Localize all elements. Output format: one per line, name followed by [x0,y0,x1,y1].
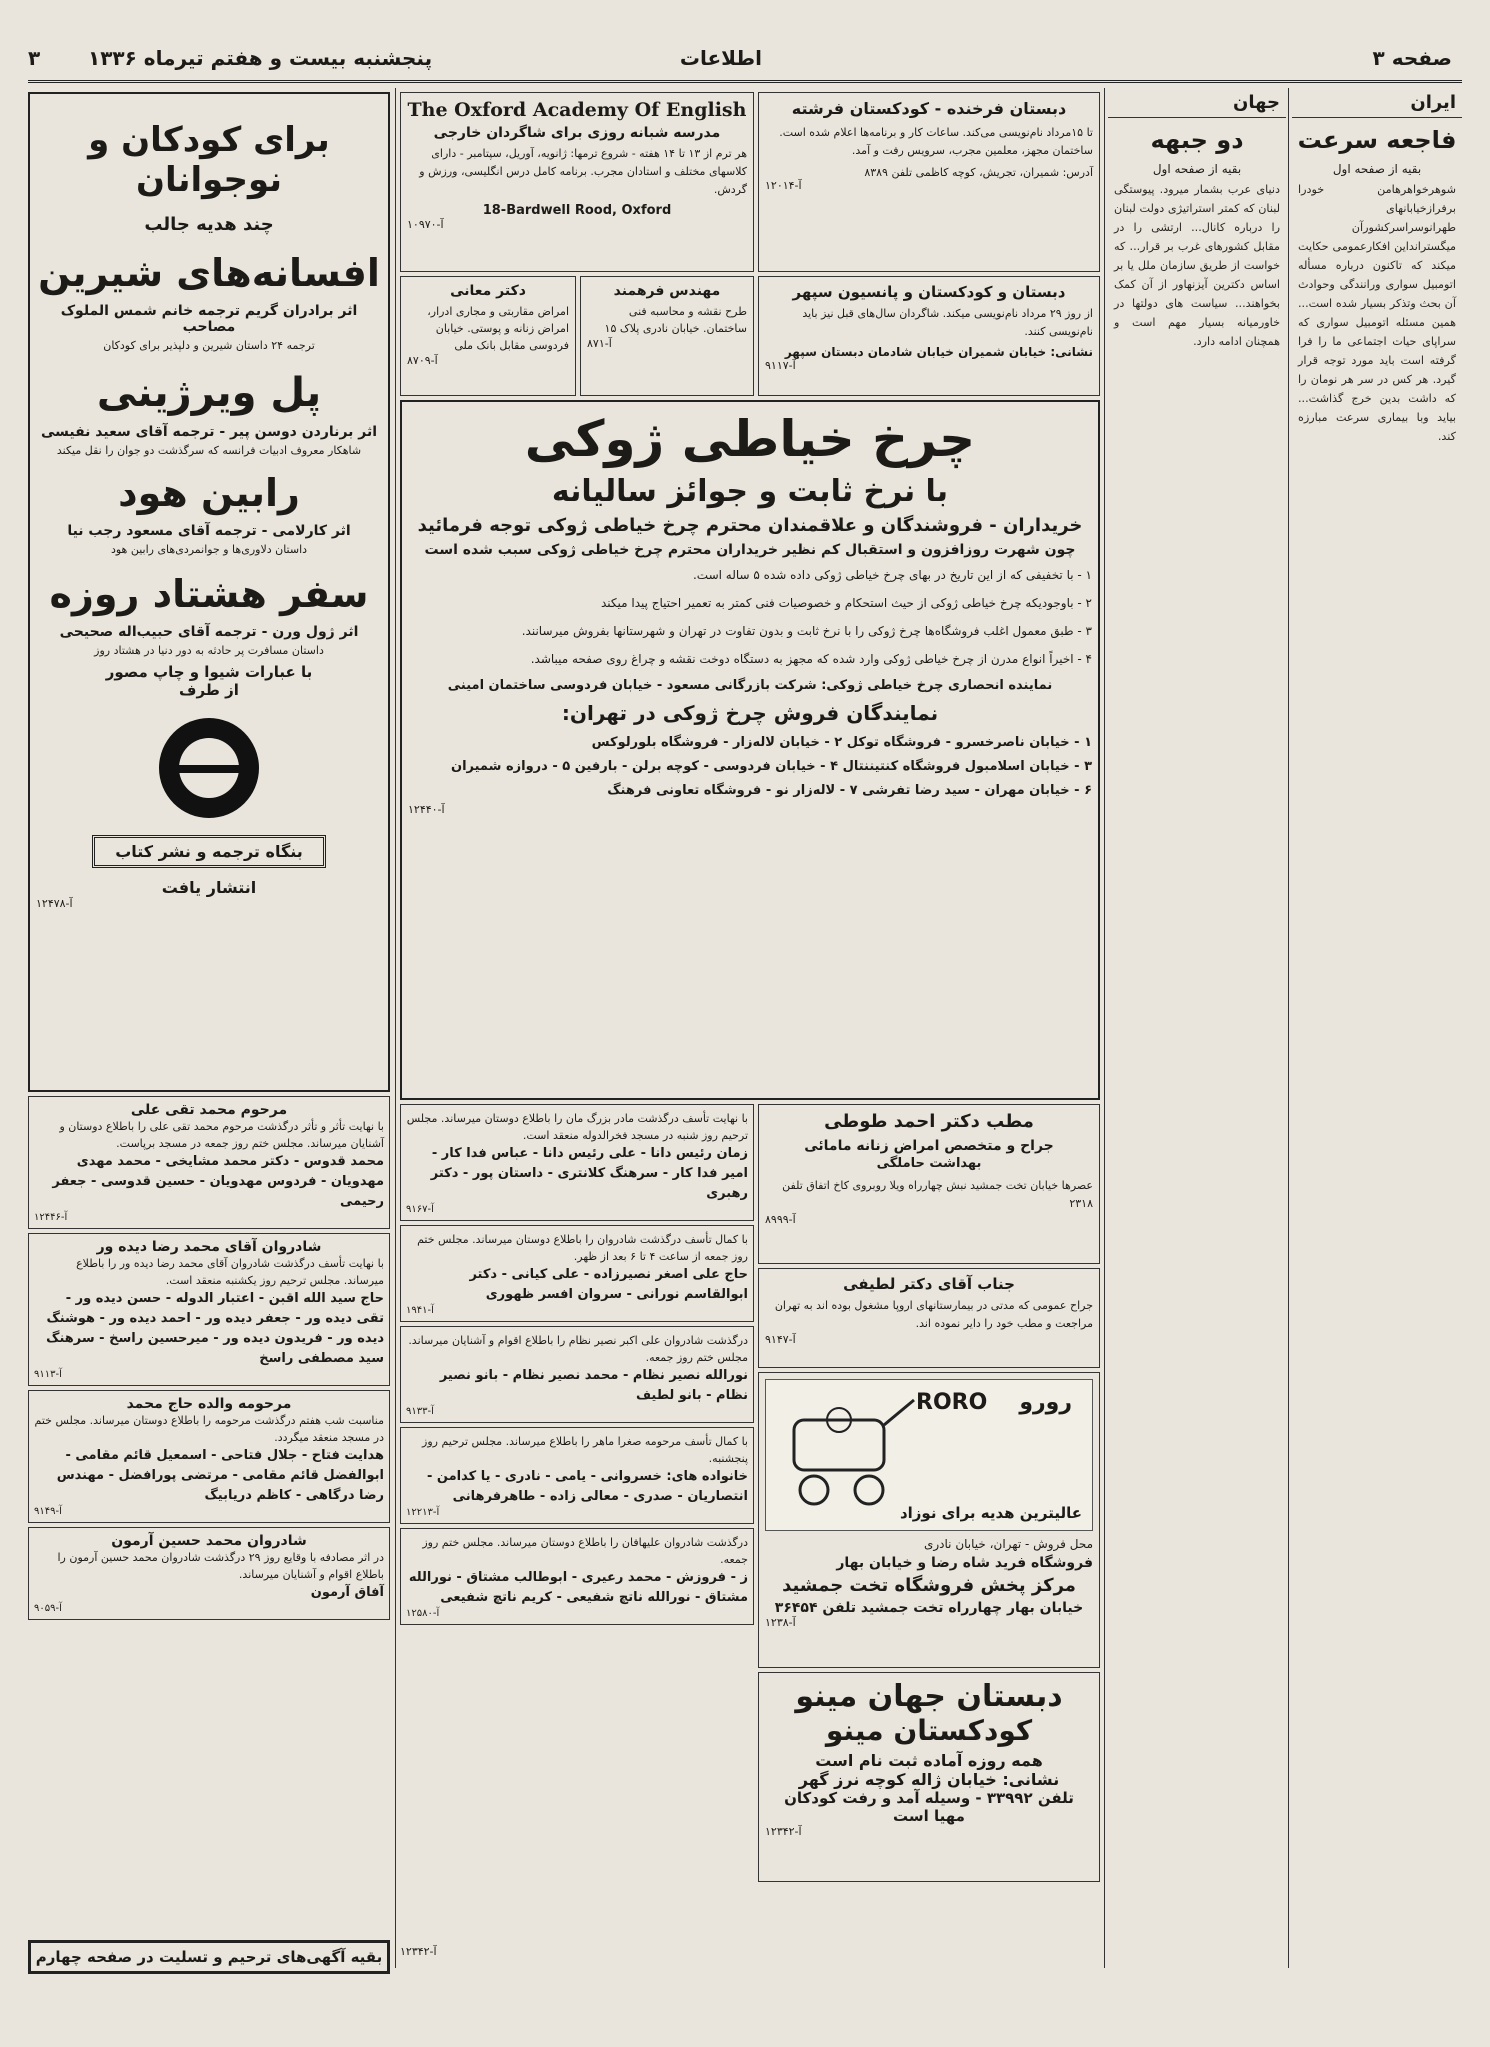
publisher-emblem-icon [154,713,264,823]
obituary-notice [28,1390,390,1523]
kindergarten-ad-fereshteh [758,92,1100,272]
ad-title: دبستان فرخنده - کودکستان فرشته [791,99,1067,118]
ad-text: عصرها خیابان تخت جمشید نبش چهارراه ویلا روبروی کاخ اتفاق تلفن ۲۳۱۸ [782,1179,1093,1210]
obituary-text: درگذشت شادروان علی اکبر نصیر نظام را باطلاع اقوام و آشنایان میرساند. مجلس ختم روز جمعه. [408,1334,748,1364]
ad-text: امراض مقاربتی و مجاری ادرار، امراض زنانه و پوستی. خیابان فردوسی مقابل بانک ملی [427,305,569,352]
ad-address: آدرس: شمیران، تجریش، کوچه کاظمی تلفن ۸۳۸۹ [864,166,1093,179]
ad-code: آ-۹۱۴۹ [34,1506,62,1517]
book-author: اثر برناردن دوسن پیر - ترجمه آقای سعید نفیسی [40,424,378,440]
doctor-latifi-ad [758,1268,1100,1368]
ad-subline: با نرخ ثابت و جوائز سالیانه [551,474,949,509]
ad-subtitle: جراح و متخصص امراض زنانه مامائی [804,1138,1054,1154]
ad-code: آ-۱۲۴۷۸ [36,897,73,910]
obituary-text: در اثر مصادفه با وقایع روز ۲۹ درگذشت شادروان محمد حسین آرمون را باطلاع اقوام و آشنایان میرساند. [57,1551,384,1581]
ad-line: نشانی: خیابان ژاله کوچه نرز گهر [798,1770,1060,1789]
page-header [28,40,1462,83]
obituary-notice [28,1233,390,1386]
iran-column [1292,88,1462,1968]
obituary-notice [28,1527,390,1620]
obituary-notice [400,1104,754,1221]
ad-code: آ-۱۲۴۴۶ [34,1212,68,1223]
obituary-middle-column [400,1104,754,1880]
ad-address: نشانی: خیابان شمیران خیابان شادمان دبستان سپهر [784,345,1093,359]
distribution-center: مرکز پخش فروشگاه تخت جمشید [782,1575,1076,1596]
ad-point-1: ۱ - با تخفیفی که از این تاریخ در بهای چرخ خیاطی ژوکی داده شده ۵ ساله است. [692,568,1092,582]
obituary-families: حاج علی اصغر نصیرزاده - علی کیانی - دکتر ابوالقاسم نورانی - سروان افسر ظهوری [469,1267,748,1302]
obituary-text: مناسبت شب هفتم درگذشت مرحومه را باطلاع دوستان میرساند. مجلس ختم در مسجد منعقد میگردد. [34,1414,384,1444]
ad-code: آ-۱۲۵۸۰ [406,1608,440,1619]
brand-name: RORO [916,1390,988,1415]
obituary-families: ز - فروزش - محمد رعیری - ابوطالب مشتاق - نورالله مشتاق - نورالله ناتچ شفیعی - کریم ناتچ شفیعی [408,1570,748,1605]
minoo-school-ad [758,1672,1100,1882]
book-title: سفر هشتاد روزه [49,572,369,616]
store-phone: خیابان بهار چهارراه تخت جمشید تلفن ۳۶۴۵۴ [774,1600,1084,1616]
ad-point-4: ۴ - اخیراً انواع مدرن از چرخ خیاطی ژوکی وارد شده که مجهز به دستگاه دوخت نقشه و چراغ روی صفحه میباشد. [530,652,1092,666]
ad-title: دکتر معانی [450,283,526,299]
ad-title: جناب آقای دکتر لطیفی [843,1275,1015,1293]
obituary-notice [400,1326,754,1423]
world-column [1108,88,1286,1968]
brand-name-fa: رورو [1019,1390,1072,1415]
obituary-families: حاج سید الله اقبن - اعتبار الدوله - حسن دیده ور - تقی دیده ور - جعفر دیده ور - احمد دیده ور - هوشنگ دیده ور - فریدون دیده ور - میرحسین راسخ - سرهنگ سید مصطفی راسخ [46,1291,384,1366]
ad-lead: چون شهرت روزافزون و استقبال کم نظیر خریداران محترم چرخ خیاطی ژوکی سبب شده است [424,542,1076,558]
ad-title: دبستان جهان مینو [795,1679,1063,1714]
ad-code: آ-۱۲۳۸ [765,1616,796,1629]
stores-title: نمایندگان فروش چرخ ژوکی در تهران: [561,701,939,725]
doctor-maani-ad [400,276,576,396]
obituary-families: خانواده های: خسروانی - یامی - نادری - یا کدامن - انتصاریان - صدری - معالی زاده - طاهرفرهانی [426,1469,748,1504]
obituary-left-column [28,1096,390,1880]
ad-code: آ-۹۱۴۷ [765,1333,796,1346]
oxford-academy-ad [400,92,754,272]
ad-caption: عالیترین هدیه برای نوزاد [899,1504,1082,1522]
ad-title: دبستان و کودکستان و پانسیون سپهر [792,283,1066,301]
book-title: افسانه‌های شیرین [38,251,380,295]
article-headline: دو جبهه [1150,126,1244,154]
ad-code: آ-۹۰۵۹ [34,1603,62,1614]
book-title: رابین هود [118,471,300,515]
obituary-name: شادروان محمد حسین آرمون [111,1533,307,1549]
ad-title: مهندس فرهمند [613,283,721,299]
ad-code: آ-۱۰۹۷۰ [407,218,444,231]
section-title-iran: ایران [1292,88,1462,118]
obituary-families: محمد قدوس - دکتر محمد مشایخی - محمد مهدی مهدویان - فردوس مهدویان - حسین قدوسی - جعفر رحیمی [52,1154,384,1209]
publisher-logo [36,713,382,827]
book-author: اثر ژول ورن - ترجمه آقای حبیب‌اله صحیحی [59,624,359,640]
roro-stroller-ad [758,1372,1100,1668]
obituary-name: مرحوم محمد تقی علی [130,1102,288,1118]
footer-code: آ-۱۲۳۴۲ [400,1945,437,1958]
store-line: ۱ - خیابان ناصرخسرو - فروشگاه توکل ۲ - خیابان لاله‌زار - فروشگاه بلورلوکس [591,735,1092,750]
section-title-world: جهان [1108,88,1286,118]
article-body: شوهرخواهرهامن خودرا برفرازخیابانهای طهرانوسراسرکشورآن میگسترانداین افکارعمومی حکایت میکند که تاکنون درباره مسأله اتومبیل سواری ورانندگی وحوادث آن بحث وتذکر بسیار شده است... همین مسئله اتومبیل سواری که سراپای حیات اجتماعی ما را فرا گرفته است باید مورد توجه قرار گیرد. هر کس در سر هر نومان را که داشت بدین خرج گذاشت... بیاید وبا بیماری سرعت مبارزه کند. [1298,183,1456,443]
ad-code: آ-۹۱۱۳ [34,1369,62,1380]
sales-location: محل فروش - تهران، خیابان نادری [923,1537,1093,1551]
ad-subtitle: چند هدیه جالب [144,214,274,235]
book-title: پل ویرژینی [96,370,322,416]
page-number-left: ۳ [28,46,41,70]
ad-code: آ-۱۲۲۱۳ [406,1507,440,1518]
ad-line: تلفن ۳۳۹۹۲ - وسیله آمد و رفت کودکان [784,1789,1074,1807]
ad-point-2: ۲ - باوجودیکه چرخ خیاطی ژوکی از حیث استحکام و خصوصیات فنی کمتر به تعمیر احتیاج پیدا میکند [600,596,1092,610]
obituary-text: با نهایت تأثر و تأثر درگذشت مرحوم محمد تقی علی را باطلاع دوستان و آشنایان میرساند. مجلس ختم روز جمعه در مسجد برپاست. [59,1120,384,1150]
continued-notice: بقیه آگهی‌های ترحیم و تسلیت در صفحه چهارم [28,1940,390,1974]
obituary-families: هدایت فتاح - جلال فتاحی - اسمعیل قائم مقامی - ابوالفضل قائم مقامی - مرتضی پورافضل - مهندس رضا درگاهی - کاظم دریابیگ [56,1448,384,1503]
ad-line: همه روزه آماده ثبت نام است [815,1751,1043,1770]
ad-point-3: ۳ - طبق معمول اغلب فروشگاه‌ها چرخ ژوکی را با نرخ ثابت و بدون تفاوت در تهران و شهرستانها بفروش میرسانند. [521,624,1092,638]
ad-address: 18-Bardwell Rood, Oxford [482,203,672,218]
ad-headline: چرخ خیاطی ژوکی [524,410,976,468]
children-books-ad [28,92,390,1092]
obituary-families: زمان رئیس دانا - علی رئیس دانا - عباس فدا کار - امیر فدا کار - سرهنگ کلانتری - داستان پور - دکتر رهبری [430,1146,748,1201]
continued-label: بقیه از صفحه اول [1152,162,1242,176]
ad-code: آ-۱۲۳۴۲ [765,1825,802,1838]
obituary-notice [400,1225,754,1322]
article-headline: فاجعه سرعت [1297,126,1457,154]
ad-text: تا ۱۵مرداد نام‌نویسی می‌کند. ساعات کار و برنامه‌ها اعلام شده است. ساختمان مجهز، معلمین مجرب، سرویس رفت و آمد. [779,126,1093,157]
ad-title: The Oxford Academy Of English [407,99,747,121]
obituary-notice [400,1528,754,1625]
book-description: داستان دلاوری‌ها و جوانمردی‌های رابین هود [110,543,308,556]
ad-subtitle-2: بهداشت حاملگی [876,1156,982,1171]
obituary-text: با کمال تأسف درگذشت شادروان را باطلاع دوستان میرساند. مجلس ختم روز جمعه از ساعت ۴ تا ۶ بعد از ظهر. [417,1233,748,1263]
obituary-name: شادروان آقای محمد رضا دیده ور [96,1239,322,1255]
obituary-notice [400,1427,754,1524]
newspaper-name: اطلاعات [679,46,762,70]
ad-text: جراح عمومی که مدتی در بیمارستانهای اروپا مشغول بوده اند به تهران مراجعت و مطب خود را دایر نموده اند. [774,1299,1093,1330]
doctor-toutoli-ad [758,1104,1100,1264]
ad-code: آ-۸۹۹۹ [765,1213,796,1226]
obituary-text: درگذشت شادروان علیهافان را باطلاع دوستان میرساند. مجلس ختم روز جمعه. [422,1536,748,1566]
ad-code: آ-۱۲۴۴۰ [408,803,445,816]
ad-code: آ-۸۷۱ [587,337,612,350]
book-author: اثر برادران گریم ترجمه خانم شمس الملوک مصاحب [60,303,358,335]
ad-subtitle: کودکستان مینو [825,1714,1033,1747]
obituary-notice [28,1096,390,1229]
ad-title: مطب دکتر احمد طوطی [824,1111,1034,1132]
store-name: فروشگاه فرید شاه رضا و خیابان بهار [836,1555,1093,1571]
book-note: از طرف [179,681,239,699]
ad-text: طرح نقشه و محاسبه فنی ساختمان. خیابان نادری پلاک ۱۵ [604,305,747,335]
ad-code: آ-۹۱۳۳ [406,1406,434,1417]
kindergarten-ad-sepehr [758,276,1100,396]
ad-code: آ-۱۹۴۱ [406,1305,434,1316]
obituary-families: نورالله نصیر نظام - محمد نصیر نظام - بانو نصیر نظام - بانو لطیف [439,1368,748,1403]
ad-code: آ-۸۷۰۹ [407,354,438,367]
book-description: داستان مسافرت پر حادثه به دور دنیا در هشتاد روز [94,644,324,657]
book-author: اثر کارلامی - ترجمه آقای مسعود رجب نیا [67,523,351,539]
store-line: ۶ - خیابان مهران - سید رضا تفرشی ۷ - لاله‌زار نو - فروشگاه تعاونی فرهنگ [607,783,1092,798]
publish-status: انتشار یافت [161,878,257,897]
book-description: ترجمه ۲۴ داستان شیرین و دلپذیر برای کودکان [103,339,315,352]
stroller-illustration [765,1379,1093,1531]
column-rule [1288,88,1289,1968]
column-rule [1104,88,1105,1968]
ad-code: آ-۹۱۶۷ [406,1204,434,1215]
obituary-name: مرحومه والده حاج محمد [126,1396,292,1412]
ad-headline: برای کودکان و نوجوانان [88,120,330,200]
obituary-families: آفاق آرمون [310,1585,384,1600]
book-note: با عبارات شیوا و چاپ مصور [105,663,313,681]
article-body: دنیای عرب بشمار میرود. پیوستگی لبنان که کمتر استراتیژی دولت لبنان را درباره کانال... ارتشی را در مقابل کشورهای غرب بر قرار... که خواست از طریق سازمان ملل یا بر اساس دکترین آیزنهاور از آن کمک بخواهند... سیاست های دولتها در خاورمیانه بسیار مهم است و همچنان ادامه دارد. [1114,183,1280,348]
zooki-sewing-machine-ad [400,400,1100,1100]
ad-agency: نماینده انحصاری چرخ خیاطی ژوکی: شرکت بازرگانی مسعود - خیابان فردوسی ساختمان امینی [447,678,1053,693]
publisher-name: بنگاه ترجمه و نشر کتاب [92,835,326,868]
ad-text: هر ترم از ۱۳ تا ۱۴ هفته - شروع ترمها: ژانویه، آوریل، سپتامبر - دارای کلاسهای مختلف و استادان مجرب. برنامه کامل درس انگلیسی، ورزش و گردش. [419,147,747,196]
store-line: ۳ - خیابان اسلامبول فروشگاه کنتیننتال ۴ - خیابان فردوسی - کوچه برلن - بارفین ۵ - دروازه شمیران [450,759,1092,774]
ad-code: آ-۱۲۰۱۴ [765,179,802,192]
ad-text: از روز ۲۹ مرداد نام‌نویسی میکند. شاگردان سال‌های قبل نیز باید نام‌نویسی کنند. [802,307,1093,338]
ad-audience: خریداران - فروشندگان و علاقمندان محترم چرخ خیاطی ژوکی توجه فرمائید [417,515,1083,536]
ad-line: مهیا است [893,1807,965,1825]
obituary-text: با نهایت تأسف درگذشت مادر بزرگ مان را باطلاع دوستان میرساند. مجلس ترحیم روز شنبه در مسجد فخرالدوله منعقد است. [406,1112,748,1142]
obituary-text: با نهایت تأسف درگذشت شادروان آقای محمد رضا دیده ور را باطلاع میرساند. مجلس ترحیم روز یکشنبه منعقد است. [76,1257,384,1287]
book-description: شاهکار معروف ادبیات فرانسه که سرگذشت دو جوان را نقل میکند [56,444,362,457]
obituary-text: با کمال تأسف مرحومه صغرا ماهر را باطلاع میرساند. مجلس ترحیم روز پنجشنبه. [422,1435,748,1465]
ad-code: آ-۹۱۱۷ [765,359,796,372]
page-number-right: صفحه ۳ [1372,46,1452,70]
engineer-ad [580,276,754,396]
continued-label: بقیه از صفحه اول [1332,162,1422,176]
ad-subtitle: مدرسه شبانه روزی برای شاگردان خارجی [433,125,721,141]
issue-date: پنجشنبه بیست و هفتم تیرماه ۱۳۳۶ [88,46,433,70]
column-rule [395,88,396,1968]
